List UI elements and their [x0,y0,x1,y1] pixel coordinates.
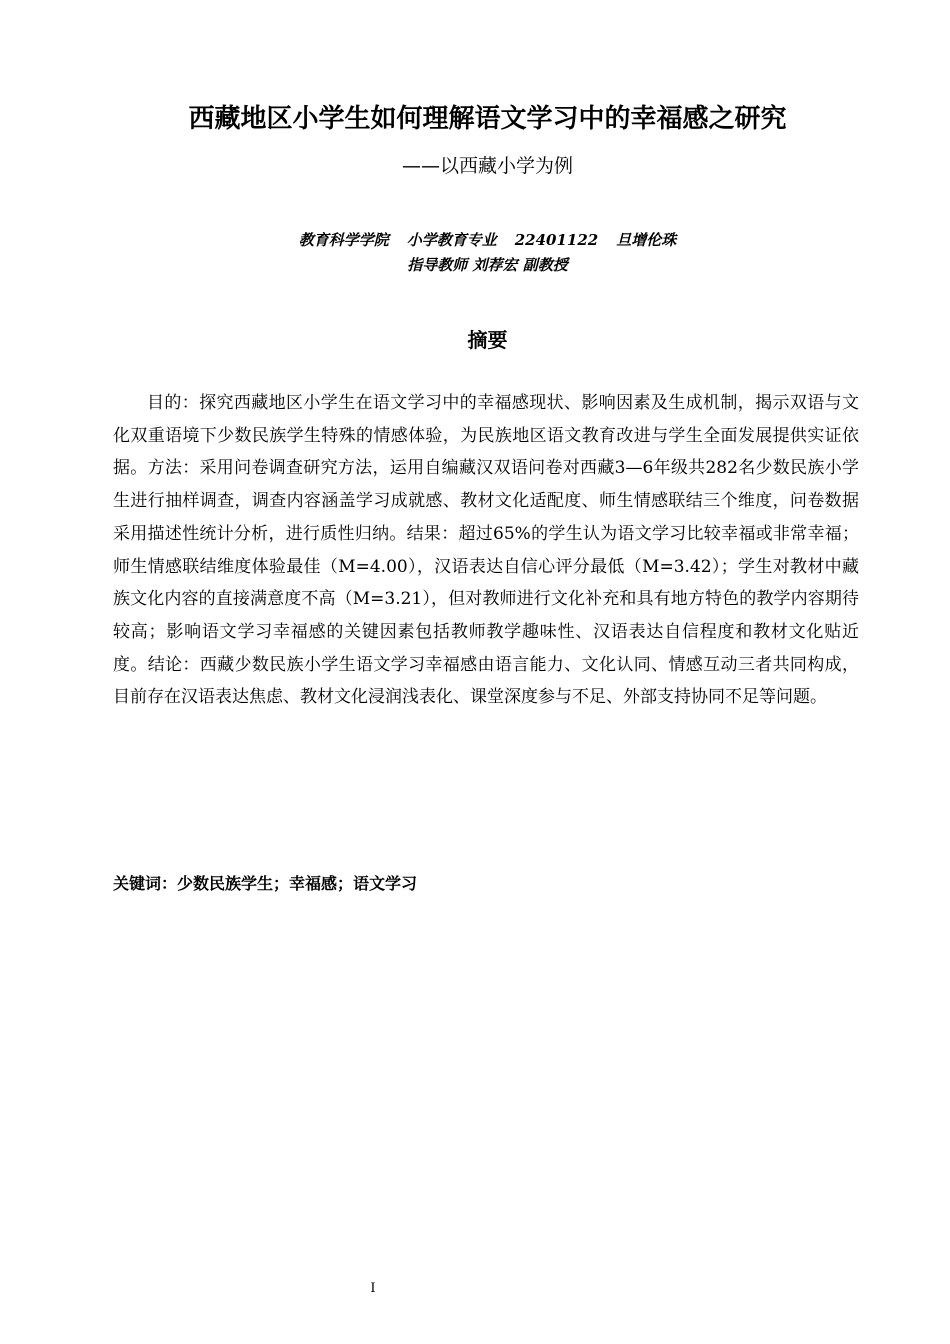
page-number: I [370,1281,376,1296]
author-student-id: 22401122 [514,231,599,249]
author-name: 旦增伦珠 [616,231,677,249]
author-major: 小学教育专业 [406,231,497,249]
author-college: 教育科学学院 [298,231,389,249]
abstract-heading: 摘要 [467,328,508,352]
author-info [0,229,950,251]
paper-subtitle: ——以西藏小学为例 [401,155,573,177]
paper-title: 西藏地区小学生如何理解语文学习中的幸福感之研究 [188,104,787,134]
keywords: 关键词：少数民族学生；幸福感；语文学习 [113,874,418,893]
abstract-body: 目的：探究西藏地区小学生在语文学习中的幸福感现状、影响因素及生成机制，揭示双语与文化双重语境下少数民族学生特殊的情感体验，为民族地区语文教育改进与学生全面发展提供实证依据。方法：采用问卷调查研究方法，运用自编藏汉双语问卷对西藏3—6年级共282名少数民族小学生进行抽样调查，调查内容涵盖学习成就感、教材文化适配度、师生情感联结三个维度，问卷数据采用描述性统计分析，进行质性归纳。结果：超过65%的学生认为语文学习比较幸福或非常幸福；师生情感联结维度体验最佳（M=4.00），汉语表达自信心评分最低（M=3.42）；学生对教材中藏族文化内容的直接满意度不高（M=3.21），但对教师进行文化补充和具有地方特色的教学内容期待较高；影响语文学习幸福感的关键因素包括教师教学趣味性、汉语表达自信程度和教材文化贴近度。结论：西藏少数民族小学生语文学习幸福感由语言能力、文化认同、情感互动三者共同构成，目前存在汉语表达焦虑、教材文化浸润浅表化、课堂深度参与不足、外部支持协同不足等问题。 [113,393,859,708]
advisor-info: 指导教师 刘荐宏 副教授 [407,256,568,274]
